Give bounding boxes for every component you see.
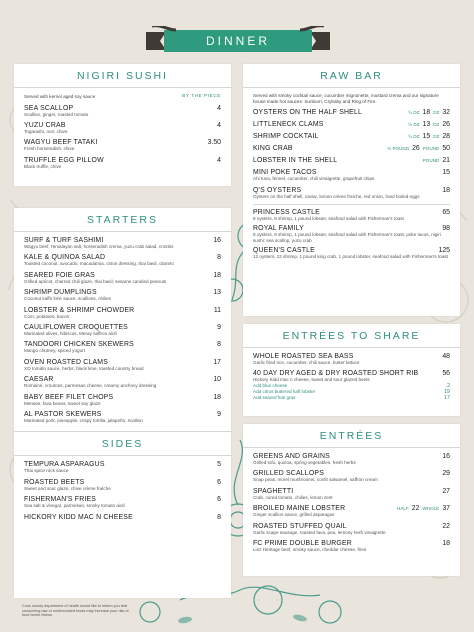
item-price: 9	[217, 324, 221, 332]
raw-bar-note: Served with smoky cocktail sauce, cucumber mignonette, mustard crema and our signature house made hot sauces: Sunburn, Crybaby and Ring of Fire.	[253, 93, 439, 104]
item-desc: Mensee, fava beans, sweet soy glaze	[24, 400, 101, 406]
item-price: 48	[442, 353, 450, 360]
item-name: KALE & QUINOA SALAD	[24, 254, 106, 262]
menu-item	[253, 523, 450, 535]
item-price: 16	[213, 237, 221, 244]
menu-item	[24, 139, 221, 151]
item-name: SHRIMP DUMPLINGS	[24, 289, 97, 297]
item-name: SEARED FOIE GRAS	[24, 271, 95, 279]
item-desc: Marinated pork, pineapple, crispy tortilla, jalapeño, scallion	[24, 418, 143, 424]
addon-price: 19	[443, 388, 450, 395]
item-name: ROYAL FAMILY	[253, 225, 304, 233]
item-price: 56	[442, 370, 450, 378]
menu-title: DINNER	[205, 34, 270, 48]
price-label: ½ DZ	[408, 134, 420, 140]
item-price: 22	[442, 522, 450, 530]
item-desc: Romaine, croutons, parmesan cheese, creamy anchovy dressing	[24, 383, 157, 389]
item-name: SURF & TURF SASHIMI	[24, 237, 104, 244]
item-desc: Mango chutney, spiced yogurt	[24, 348, 85, 354]
item-price: 65	[442, 209, 450, 216]
item-name: TRUFFLE EGG PILLOW	[24, 156, 104, 164]
item-desc: 12 oysters, 12 shrimp, 1 pound king crab, 1 pound lobster, seafood salad with Fisherman's toast	[253, 254, 448, 260]
item-desc: Coconut kaffir lime sauce, scallions, chilies	[24, 296, 111, 302]
item-desc: Crab, cured tomato, chilies, lemon zest	[253, 494, 333, 500]
menu-item	[24, 479, 221, 491]
menu-item	[253, 370, 450, 382]
item-desc: Thai spice rock sauce	[24, 468, 69, 474]
item-price: 21	[442, 157, 450, 165]
menu-item	[253, 488, 450, 500]
item-name: SPAGHETTI	[253, 487, 294, 495]
addon-label: Add citrus buttered half lobster	[253, 388, 316, 394]
menu-item	[24, 394, 221, 406]
item-name: WAGYU BEEF TATAKI	[24, 139, 98, 147]
price-label: ½ DZ	[408, 110, 420, 116]
price-label: POUND	[422, 158, 440, 164]
item-desc: Linz Heritage beef, smoky sauce, cheddar cheese, fries	[253, 547, 367, 553]
item-price: 10	[213, 376, 221, 384]
item-price: 4	[217, 104, 221, 112]
price-label: POUND	[422, 146, 440, 152]
menu-item	[24, 359, 221, 371]
price-label: DZ	[433, 122, 440, 128]
seafood-tower	[253, 225, 450, 243]
price-label: ½ POUND	[387, 146, 410, 152]
item-name: TANDOORI CHICKEN SKEWERS	[24, 341, 134, 349]
item-price: 3.50	[207, 139, 221, 147]
item-name: OVEN ROASTED CLAMS	[24, 358, 109, 366]
item-name: MINI POKE TACOS	[253, 169, 317, 177]
item-price: 11	[213, 306, 221, 314]
item-name: SHRIMP COCKTAIL	[253, 133, 319, 141]
item-name: FISHERMAN'S FRIES	[24, 496, 97, 504]
item-price: 50	[442, 145, 450, 153]
item-name: CAULIFLOWER CROQUETTES	[24, 324, 128, 332]
menu-item	[24, 237, 221, 249]
menu-item	[253, 145, 450, 152]
menu-item	[253, 133, 450, 140]
item-name: AL PASTOR SKEWERS	[24, 411, 102, 419]
item-price: 29	[442, 470, 450, 478]
item-name: YUZU CRAB	[24, 122, 66, 129]
item-desc: XO tomato sauce, herbs, black lime, toasted country bread	[24, 365, 144, 371]
item-desc: Sweet and sour glaze, chive crème fraîche	[24, 485, 111, 491]
price-label: DZ	[433, 134, 440, 140]
by-the-piece-label: BY THE PIECE	[182, 94, 221, 99]
menu-item	[24, 514, 221, 521]
seafood-tower	[253, 209, 450, 221]
item-name: QUEEN'S CASTLE	[253, 247, 315, 255]
menu-item	[24, 307, 221, 319]
item-price: 98	[442, 225, 450, 233]
item-name: PRINCESS CASTLE	[253, 209, 320, 216]
item-name: SEA SCALLOP	[24, 104, 74, 112]
raw-bar-section-title: RAW BAR	[243, 64, 460, 88]
item-name: LITTLENECK CLAMS	[253, 121, 324, 129]
menu-item	[253, 540, 450, 552]
item-price: 26	[412, 145, 420, 153]
item-desc: Ginger scallion sauce, grilled asparagus	[253, 512, 335, 518]
addon-label: Add seared foie gras	[253, 394, 296, 400]
menu-item	[24, 376, 221, 388]
menu-item	[24, 411, 221, 423]
addon-price: 2	[446, 382, 450, 389]
item-price: 8	[217, 513, 221, 521]
item-price: 6	[217, 478, 221, 486]
price-label: WHOLE	[422, 506, 440, 512]
item-desc: Wagyu beef, Himalayan salt, horseradish crema, yuzu crab salad, crostini	[24, 244, 174, 249]
menu-item	[253, 505, 450, 517]
item-price: 18	[442, 540, 450, 548]
item-price: 22	[411, 505, 420, 513]
item-name: BROILED MAINE LOBSTER	[253, 505, 346, 513]
item-price: 13	[213, 289, 221, 297]
item-name: ROASTED STUFFED QUAIL	[253, 522, 347, 530]
item-price: 27	[442, 487, 450, 495]
menu-item	[253, 121, 450, 128]
item-name: CAESAR	[24, 376, 54, 384]
entrees-section-title: ENTRÉES	[243, 424, 460, 448]
price-label: ½ DZ	[408, 122, 420, 128]
item-name: ROASTED BEETS	[24, 478, 85, 486]
item-name: TEMPURA ASPARAGUS	[24, 461, 105, 469]
item-desc: Ahi tuna, fennel, cucumber, chili vinaigrette, grapefruit chips	[253, 176, 375, 182]
menu-item	[253, 169, 450, 181]
item-price: 28	[442, 133, 450, 141]
item-name: 40 DAY DRY AGED & DRY ROASTED SHORT RIB	[253, 370, 419, 378]
entrees-panel	[243, 424, 460, 576]
item-desc: Hickory Kidd mac n cheese, sweet and sour glazed beets	[253, 377, 370, 383]
item-price: 125	[438, 247, 450, 255]
item-price: 16	[442, 453, 450, 460]
item-price: 6	[217, 496, 221, 504]
item-desc: Fresh horseradish, chive	[24, 146, 75, 152]
nigiri-sushi-panel	[14, 64, 231, 186]
addon-row	[253, 395, 450, 401]
item-desc: 8 oysters, 8 shrimp, 1 pound lobster, seafood salad with Fisherman's toast, poke tacos, nigiri sushi: sea scallop, yuzu crab	[253, 232, 441, 243]
item-price: 18	[422, 109, 431, 117]
item-desc: Grilled tofu, quinoa, spring vegetables, fresh herbs	[253, 460, 356, 465]
item-desc: Grilled apricot, charred chili glaze, thai basil, sesame candied peanuts	[24, 278, 167, 284]
item-name: GRILLED SCALLOPS	[253, 470, 324, 478]
item-price: 5	[217, 461, 221, 469]
entrees-share-section-title: ENTRÉES TO SHARE	[243, 324, 460, 348]
item-name: OYSTERS ON THE HALF SHELL	[253, 109, 363, 117]
item-desc: Oysters on the half shell, caviar, lemon crème fraîche, red onion, hard boiled eggs	[253, 193, 420, 199]
item-desc: Corn, potatoes, bacon	[24, 313, 70, 319]
price-label: DZ	[433, 110, 440, 116]
item-desc: Sea salt & vinegar, parmesan, smoky tomato aioli	[24, 503, 125, 509]
item-price: 18	[213, 393, 221, 401]
item-name: LOBSTER & SHRIMP CHOWDER	[24, 306, 135, 314]
menu-item	[24, 341, 221, 353]
health-disclaimer: Cook county department of health would like to inform you that consuming raw or undercooked foods may increase your risk of food borne illness.	[22, 604, 129, 618]
item-name: HICKORY KIDD MAC N CHEESE	[24, 513, 133, 521]
item-price: 4	[217, 156, 221, 164]
menu-item	[253, 453, 450, 465]
seafood-tower	[253, 247, 450, 259]
price-label: HALF	[397, 506, 409, 512]
item-name: WHOLE ROASTED SEA BASS	[253, 353, 354, 360]
item-desc: Marinated olives, hibiscus, Meray saffron aioli	[24, 331, 117, 337]
item-name: LOBSTER IN THE SHELL	[253, 157, 338, 165]
item-desc: Garlic scape sausage, roasted fava, pea, lemony herb vinaigrette	[253, 529, 386, 535]
item-price: 15	[422, 133, 431, 141]
addon-label: Add blue cheese	[253, 382, 288, 388]
item-desc: Scallion, ginger, roasted tomato	[24, 111, 89, 117]
item-name: FC PRIME DOUBLE BURGER	[253, 540, 352, 548]
item-name: Q'S OYSTERS	[253, 186, 302, 194]
item-price: 18	[442, 186, 450, 194]
item-name: KING CRAB	[253, 145, 293, 153]
menu-item	[24, 157, 221, 169]
item-desc: Black truffle, chive	[24, 163, 62, 169]
menu-item	[253, 353, 450, 365]
menu-item	[253, 470, 450, 482]
item-desc: Garlic fried rice, cucumber, chili sauce, butter lettuce	[253, 360, 360, 365]
menu-item	[24, 289, 221, 301]
item-price: 15	[442, 169, 450, 177]
item-desc: Snap peas, morel mushrooms, confit salsamel, saffron cream	[253, 477, 378, 483]
menu-item	[24, 105, 221, 117]
starters-sides-panel	[14, 208, 231, 598]
item-desc: Togarashi, nori, chive	[24, 129, 68, 134]
sides-section-title: SIDES	[14, 431, 231, 456]
item-price: 26	[442, 121, 450, 129]
item-name: BABY BEEF FILET CHOPS	[24, 393, 114, 401]
menu-item	[24, 461, 221, 473]
menu-item	[253, 109, 450, 116]
item-price: 18	[213, 271, 221, 279]
raw-bar-panel	[243, 64, 460, 316]
menu-item	[253, 157, 450, 164]
item-price: 8	[217, 341, 221, 349]
item-price: 9	[217, 411, 221, 419]
item-price: 13	[422, 121, 431, 129]
item-price: 37	[442, 505, 450, 513]
menu-item	[24, 324, 221, 336]
entrees-to-share-panel	[243, 324, 460, 416]
menu-item	[24, 122, 221, 134]
menu-item	[24, 272, 221, 284]
item-price: 4	[217, 122, 221, 129]
nigiri-note: Served with kernel aged soy sauce	[24, 94, 96, 99]
item-name: GREENS AND GRAINS	[253, 453, 330, 460]
item-desc: Toasted coconut, avocado, macadamia, citrus dressing, thai basil, cilantro	[24, 261, 174, 267]
menu-item	[24, 254, 221, 266]
item-price: 8	[217, 254, 221, 262]
menu-item	[24, 496, 221, 508]
starters-section-title: STARTERS	[14, 208, 231, 232]
menu-item	[253, 187, 450, 199]
item-desc: 8 oysters, 8 shrimp, 1 pound lobster, seafood salad with Fisherman's toast	[253, 216, 404, 221]
item-price: 32	[442, 109, 450, 117]
addon-price: 17	[443, 394, 450, 401]
item-price: 17	[213, 358, 221, 366]
nigiri-section-title: NIGIRI SUSHI	[14, 64, 231, 88]
